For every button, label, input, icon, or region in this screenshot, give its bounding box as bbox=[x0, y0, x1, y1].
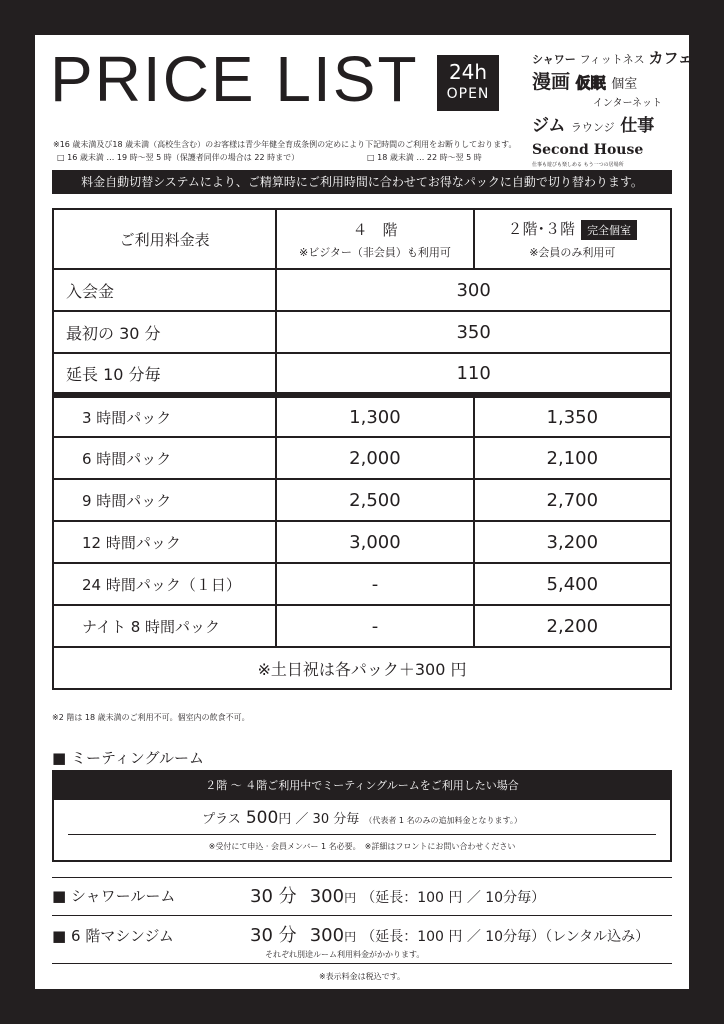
tax-note: ※表示料金は税込です。 bbox=[318, 972, 406, 981]
pack-price-floor4: - bbox=[276, 563, 473, 605]
meeting-price-unit: 円 ／ 30 分毎 bbox=[278, 812, 360, 827]
weekend-note: ※土日祝は各パック＋300 円 bbox=[53, 647, 671, 689]
floor23-title: ２階･３階 bbox=[507, 220, 576, 238]
gym-unit: 円 bbox=[344, 930, 357, 944]
table-row bbox=[53, 521, 671, 563]
divider bbox=[52, 915, 672, 916]
floor4-note: ※ビジター（非会員）も利用可 bbox=[299, 245, 451, 259]
table-row bbox=[53, 605, 671, 647]
open-label: OPEN bbox=[446, 86, 490, 102]
floor23-note: ※会員のみ利用可 bbox=[529, 246, 616, 259]
table-row bbox=[53, 479, 671, 521]
table-header-row bbox=[53, 209, 671, 269]
brand-word: インターネット bbox=[592, 98, 662, 109]
table-row bbox=[53, 395, 671, 437]
meeting-condition: ２階 〜 ４階ご利用中でミーティングルームをご利用したい場合 bbox=[54, 772, 670, 800]
price-table bbox=[52, 208, 672, 690]
brand-word: ラウンジ bbox=[570, 121, 615, 134]
pack-label: 3 時間パック bbox=[53, 395, 276, 437]
gym-price: 300 bbox=[309, 925, 345, 946]
shower-extension: （延長：100 円 ／ 10分毎） bbox=[361, 890, 546, 906]
floor4-title: ４ 階 bbox=[352, 220, 398, 239]
row-label: 入会金 bbox=[53, 269, 276, 311]
divider bbox=[52, 963, 672, 964]
meeting-heading: ■ ミーティングルーム bbox=[52, 749, 204, 767]
youth-16-rule: □ 16 歳未満 … 19 時〜翌 5 時（保護者同伴の場合は 22 時まで） bbox=[57, 153, 300, 162]
brand-logo bbox=[532, 47, 693, 168]
floor2-note: ※2 階は 18 歳未満のご利用不可。個室内の飲食不可。 bbox=[52, 713, 250, 722]
brand-word: フィットネス bbox=[579, 53, 645, 66]
pack-price-floor23: 2,100 bbox=[474, 437, 671, 479]
pack-price-floor23: 3,200 bbox=[474, 521, 671, 563]
meeting-price: 500 bbox=[245, 808, 279, 828]
shower-minutes: 30 分 bbox=[250, 886, 297, 907]
auto-switch-banner: 料金自動切替システムにより、ご精算時にご利用時間に合わせてお得なパックに自動で切り替わります。 bbox=[52, 170, 672, 194]
shower-price: 300 bbox=[309, 886, 345, 907]
pack-label: 9 時間パック bbox=[53, 479, 276, 521]
table-row bbox=[53, 311, 671, 353]
brand-word: カフェ bbox=[648, 49, 693, 67]
brand-word: シャワー bbox=[532, 53, 576, 66]
pack-price-floor4: 1,300 bbox=[276, 395, 473, 437]
brand-word: 仕事 bbox=[620, 116, 655, 136]
pack-label: ナイト 8 時間パック bbox=[53, 605, 276, 647]
meeting-box bbox=[52, 770, 672, 862]
meeting-footnote: ※受付にて申込 · 会員メンバー 1 名必要。 ※詳細はフロントにお問い合わせください bbox=[208, 842, 516, 851]
open-24h-badge bbox=[437, 55, 499, 111]
youth-18-rule: □ 18 歳未満 … 22 時〜翌 5 時 bbox=[367, 153, 482, 162]
pack-price-floor23: 2,700 bbox=[474, 479, 671, 521]
row-label: 延長 10 分毎 bbox=[53, 353, 276, 395]
pack-price-floor23: 2,200 bbox=[474, 605, 671, 647]
shower-price-line bbox=[250, 882, 545, 908]
table-row bbox=[53, 353, 671, 395]
meeting-price-note: （代表者 1 名のみの追加料金となります。） bbox=[364, 816, 522, 825]
private-room-tag: 完全個室 bbox=[581, 220, 637, 240]
open-hours: 24h bbox=[448, 60, 488, 84]
pack-price-floor4: - bbox=[276, 605, 473, 647]
table-row bbox=[53, 269, 671, 311]
table-row bbox=[53, 563, 671, 605]
brand-word: 漫画 bbox=[532, 71, 571, 93]
pack-price-floor4: 3,000 bbox=[276, 521, 473, 563]
pack-label: 12 時間パック bbox=[53, 521, 276, 563]
pack-price-floor23: 1,350 bbox=[474, 395, 671, 437]
floor4-header bbox=[276, 209, 473, 269]
brand-word: 仮眠 bbox=[575, 74, 606, 92]
room-fee-note: それぞれ別途ルーム利用料金がかかります。 bbox=[265, 950, 425, 959]
row-value: 350 bbox=[276, 311, 671, 353]
pack-label: 24 時間パック（１日） bbox=[53, 563, 276, 605]
row-value: 110 bbox=[276, 353, 671, 395]
brand-word: ジム bbox=[532, 116, 566, 136]
row-label: 最初の 30 分 bbox=[53, 311, 276, 353]
price-sheet bbox=[35, 35, 693, 989]
table-row bbox=[53, 437, 671, 479]
brand-word: 個室 bbox=[611, 77, 638, 92]
brand-tagline: 仕事も遊びも楽しめる もう一つの居場所 bbox=[532, 162, 624, 168]
gym-price-line bbox=[250, 921, 649, 947]
meeting-price-prefix: プラス bbox=[202, 812, 241, 827]
shower-heading: ■ シャワールーム bbox=[52, 887, 176, 905]
table-head-label: ご利用料金表 bbox=[53, 209, 276, 269]
page-title: PRICE LIST bbox=[50, 43, 419, 115]
youth-note: ※16 歳未満及び18 歳未満（高校生含む）のお客様は青少年健全育成条例の定めにより下記時間のご利用をお断りしております。 bbox=[53, 140, 517, 149]
gym-extension: （延長：100 円 ／ 10分毎）（レンタル込み） bbox=[361, 929, 650, 945]
gym-minutes: 30 分 bbox=[250, 925, 297, 946]
youth-notice bbox=[53, 138, 517, 164]
gym-heading: ■ 6 階マシンジム bbox=[52, 927, 174, 945]
pack-label: 6 時間パック bbox=[53, 437, 276, 479]
brand-name: Second House bbox=[532, 142, 644, 158]
shower-unit: 円 bbox=[344, 891, 357, 905]
pack-price-floor4: 2,000 bbox=[276, 437, 473, 479]
row-value: 300 bbox=[276, 269, 671, 311]
floor23-header bbox=[474, 209, 671, 269]
divider bbox=[52, 877, 672, 878]
pack-price-floor4: 2,500 bbox=[276, 479, 473, 521]
pack-price-floor23: 5,400 bbox=[474, 563, 671, 605]
table-row bbox=[53, 647, 671, 689]
